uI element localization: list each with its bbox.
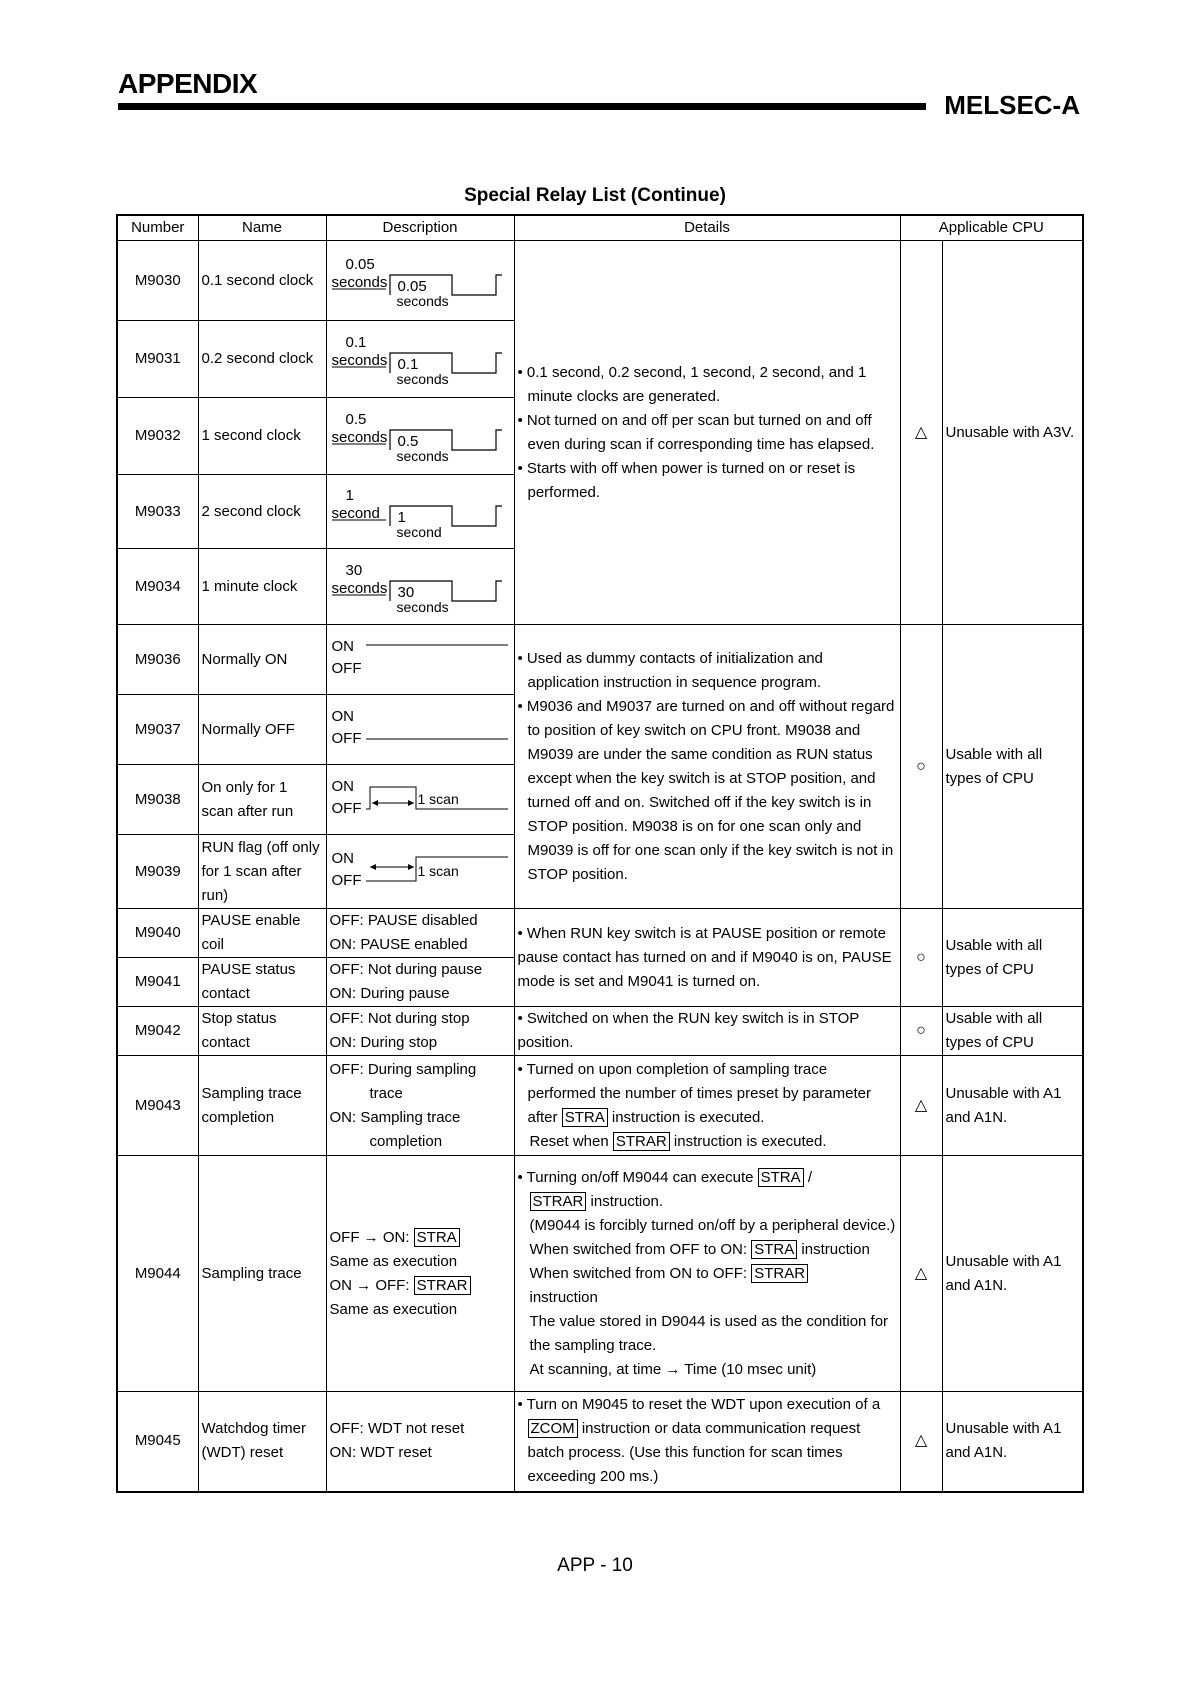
relay-name: On only for 1 scan after run [198, 765, 326, 835]
run-details: • Used as dummy contacts of initialization and application instruction in sequence program. • M9036 and M9037 are turned on and off without regard to position of key switch on CPU front. M9038 and M9039 are under the same condition as RUN status except when the key switch is at STOP position, and turned off and on. Switched off if the key switch is in STOP position. M9038 is on for one scan only and M9039 is off for one scan only if the key switch is not in STOP position. [514, 625, 900, 909]
instruction-box: STRAR [751, 1264, 808, 1283]
signal-diagram: ON OFF [331, 707, 362, 747]
relay-number: M9042 [117, 1007, 198, 1056]
clock-timing-diagram: 1 second 1 second [330, 482, 511, 542]
relay-description: OFF → ON: STRA Same as execution ON → OFF: STRAR Same as execution [326, 1156, 514, 1392]
instruction-box: STRAR [613, 1132, 670, 1151]
relay-name: 0.1 second clock [198, 241, 326, 321]
relay-name: Stop status contact [198, 1007, 326, 1056]
cpu-symbol: △ [900, 241, 942, 625]
instruction-box: STRA [751, 1240, 797, 1259]
cpu-note: Unusable with A1 and A1N. [942, 1056, 1083, 1156]
relay-name: 2 second clock [198, 475, 326, 549]
table-row [117, 909, 1083, 958]
table-row [117, 1056, 1083, 1156]
signal-diagram: ON OFF 1 scan [330, 773, 511, 827]
col-name: Name [198, 215, 326, 241]
cpu-note: Unusable with A1 and A1N. [942, 1392, 1083, 1492]
cpu-symbol: △ [900, 1156, 942, 1392]
appendix-title: APPENDIX [118, 68, 258, 99]
cpu-symbol: ○ [900, 1007, 942, 1056]
relay-name: 0.2 second clock [198, 321, 326, 398]
cpu-symbol: △ [900, 1056, 942, 1156]
special-relay-table [116, 214, 1084, 1493]
clock-timing-diagram: 0.05 seconds 0.05 seconds [330, 251, 511, 311]
pause-details: • When RUN key switch is at PAUSE position or remote pause contact has turned on and if M9040 is on, PAUSE mode is set and M9041 is turned on. [514, 909, 900, 1007]
relay-description [326, 241, 514, 321]
relay-number: M9039 [117, 835, 198, 909]
relay-description [326, 835, 514, 909]
relay-description: OFF: Not during pause ON: During pause [326, 958, 514, 1007]
relay-number: M9031 [117, 321, 198, 398]
relay-number: M9040 [117, 909, 198, 958]
relay-number: M9041 [117, 958, 198, 1007]
instruction-box: STRAR [414, 1276, 471, 1295]
relay-name: Normally ON [198, 625, 326, 695]
relay-description [326, 695, 514, 765]
clock-details: • 0.1 second, 0.2 second, 1 second, 2 second, and 1 minute clocks are generated. • Not turned on and off per scan but turned on and off even during scan if corresponding time has elapsed. • Starts with off when power is turned on or reset is performed. [514, 241, 900, 625]
relay-description [326, 475, 514, 549]
relay-name: 1 second clock [198, 398, 326, 475]
relay-description [326, 321, 514, 398]
relay-description: OFF: PAUSE disabled ON: PAUSE enabled [326, 909, 514, 958]
relay-description: OFF: Not during stop ON: During stop [326, 1007, 514, 1056]
cpu-note: Usable with all types of CPU [942, 625, 1083, 909]
cpu-symbol: ○ [900, 625, 942, 909]
table-row [117, 625, 1083, 695]
relay-details: • Switched on when the RUN key switch is in STOP position. [514, 1007, 900, 1056]
relay-number: M9043 [117, 1056, 198, 1156]
cpu-note: Unusable with A1 and A1N. [942, 1156, 1083, 1392]
relay-name: Normally OFF [198, 695, 326, 765]
relay-details: • Turned on upon completion of sampling trace performed the number of times preset by parameter after STRA instruction is executed. Reset when STRAR instruction is executed. [514, 1056, 900, 1156]
relay-number: M9036 [117, 625, 198, 695]
relay-name: Sampling trace completion [198, 1056, 326, 1156]
relay-number: M9030 [117, 241, 198, 321]
table-row [117, 241, 1083, 321]
table-header-row [117, 215, 1083, 241]
cpu-symbol: △ [900, 1392, 942, 1492]
instruction-box: STRA [758, 1168, 804, 1187]
col-number: Number [117, 215, 198, 241]
relay-description [326, 398, 514, 475]
cpu-note: Usable with all types of CPU [942, 909, 1083, 1007]
instruction-box: ZCOM [528, 1419, 578, 1438]
clock-timing-diagram: 0.5 seconds 0.5 seconds [330, 406, 511, 466]
relay-name: Sampling trace [198, 1156, 326, 1392]
signal-diagram: ON OFF 1 scan [330, 845, 511, 899]
relay-name: 1 minute clock [198, 549, 326, 625]
relay-number: M9037 [117, 695, 198, 765]
instruction-box: STRA [562, 1108, 608, 1127]
relay-number: M9034 [117, 549, 198, 625]
relay-number: M9038 [117, 765, 198, 835]
col-applicable-cpu: Applicable CPU [900, 215, 1083, 241]
relay-name: Watchdog timer (WDT) reset [198, 1392, 326, 1492]
relay-name: RUN flag (off only for 1 scan after run) [198, 835, 326, 909]
table-row [117, 1392, 1083, 1492]
signal-diagram: ON OFF [331, 637, 362, 677]
relay-number: M9045 [117, 1392, 198, 1492]
instruction-box: STRA [414, 1228, 460, 1247]
relay-description: OFF: WDT not reset ON: WDT reset [326, 1392, 514, 1492]
instruction-box: STRAR [530, 1192, 587, 1211]
relay-description [326, 765, 514, 835]
relay-description [326, 549, 514, 625]
relay-number: M9032 [117, 398, 198, 475]
clock-timing-diagram: 30 seconds 30 seconds [330, 557, 511, 617]
brand-label: MELSEC-A [944, 90, 1080, 120]
relay-details: • Turn on M9045 to reset the WDT upon execution of a ZCOM instruction or data communication request batch process. (Use this function for scan times exceeding 200 ms.) [514, 1392, 900, 1492]
cpu-symbol: ○ [900, 909, 942, 1007]
col-details: Details [514, 215, 900, 241]
cpu-note: Unusable with A3V. [942, 241, 1083, 625]
page-number: APP - 10 [557, 1555, 633, 1576]
table-row [117, 1007, 1083, 1056]
table-title: Special Relay List (Continue) [464, 185, 726, 206]
relay-number: M9033 [117, 475, 198, 549]
col-description: Description [326, 215, 514, 241]
header-rule [118, 103, 926, 110]
relay-number: M9044 [117, 1156, 198, 1392]
cpu-note: Usable with all types of CPU [942, 1007, 1083, 1056]
table-row [117, 1156, 1083, 1392]
relay-name: PAUSE status contact [198, 958, 326, 1007]
relay-name: PAUSE enable coil [198, 909, 326, 958]
relay-details: • Turning on/off M9044 can execute STRA / STRAR instruction. (M9044 is forcibly turned on/off by a peripheral device.) When switched from OFF to ON: STRA instruction When switched from ON to OFF: STRAR instruction The value stored in D9044 is used as the condition for the sampling trace. At scanning, at time → Time (10 msec unit) [514, 1156, 900, 1392]
clock-timing-diagram: 0.1 seconds 0.1 seconds [330, 329, 511, 389]
relay-description: OFF: During sampling trace ON: Sampling trace completion [326, 1056, 514, 1156]
relay-description [326, 625, 514, 695]
